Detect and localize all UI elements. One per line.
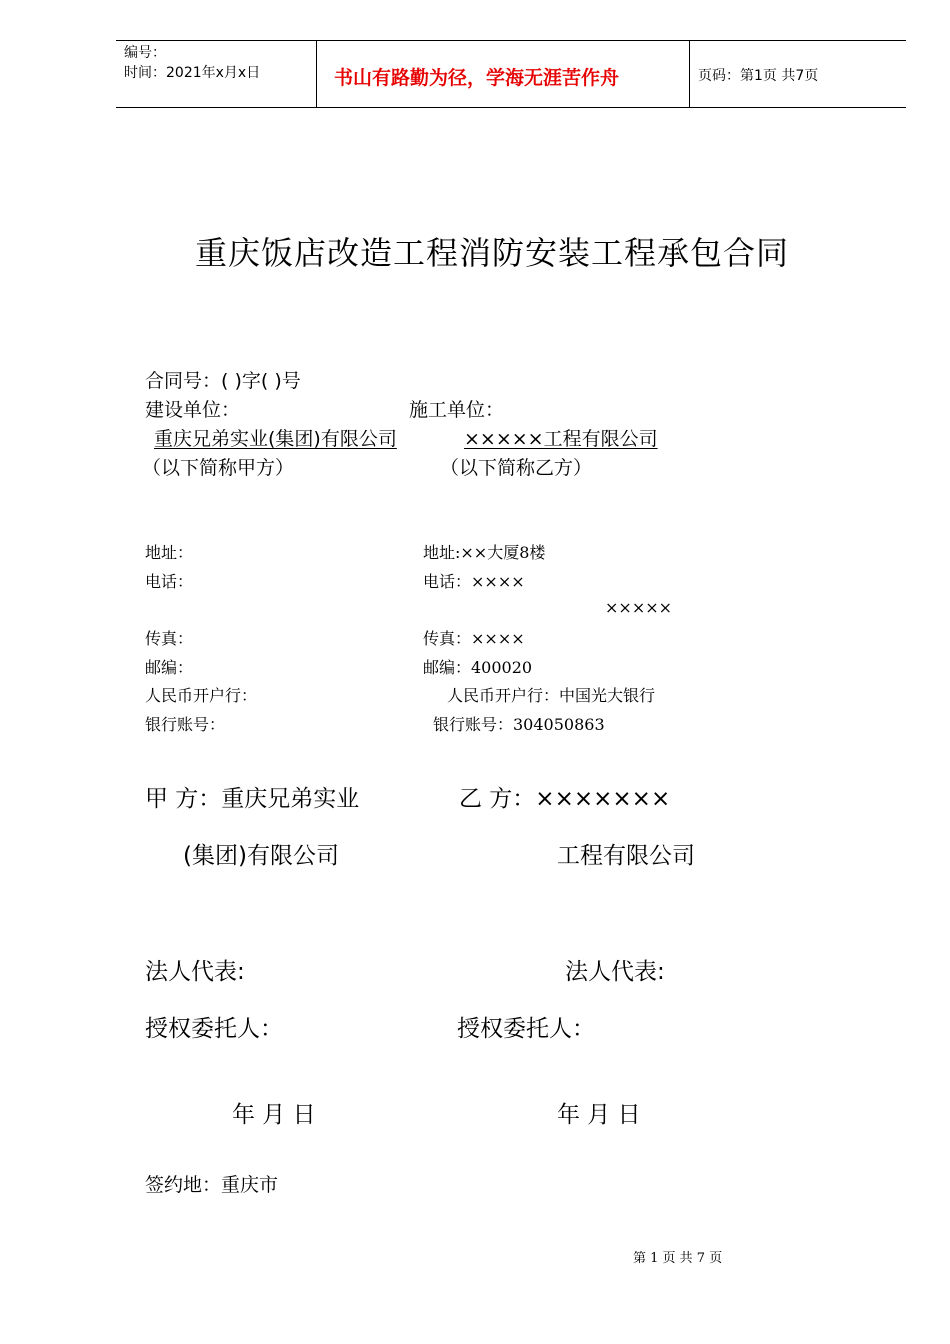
header-divider-right (689, 40, 690, 107)
document-title: 重庆饭店改造工程消防安装工程承包合同 (195, 234, 790, 272)
builder-abbr: （以下简称甲方） (142, 457, 295, 479)
legal-rep-a: 法人代表: (145, 959, 245, 985)
date-b: 年 月 日 (557, 1102, 641, 1128)
left-fax: 传真： (145, 629, 194, 648)
header-divider-left (316, 40, 317, 107)
header-motto: 书山有路勤为径，学海无涯苦作舟 (334, 67, 620, 89)
right-fax: 传真：×××× (423, 629, 525, 648)
contractor-abbr: （以下简称乙方） (440, 457, 593, 479)
agent-a: 授权委托人： (145, 1016, 283, 1042)
party-a-line2: (集团)有限公司 (183, 843, 339, 869)
date-a: 年 月 日 (232, 1102, 316, 1128)
header-bottom-border (116, 107, 906, 108)
header-page-info: 页码：第1页 共7页 (698, 68, 819, 84)
party-b-line2: 工程有限公司 (557, 843, 695, 869)
contract-number: 合同号：( )字( )号 (145, 370, 301, 392)
right-address: 地址:××大厦8楼 (423, 543, 546, 562)
right-bank: 人民币开户行：中国光大银行 (447, 686, 656, 705)
header-top-border (116, 40, 906, 41)
right-phone: 电话：×××× (423, 572, 525, 591)
signing-place: 签约地：重庆市 (145, 1174, 279, 1196)
left-address: 地址： (145, 543, 194, 562)
header-time-label: 时间：2021年x月x日 (124, 65, 261, 81)
contractor-name: ×××××工程有限公司 (464, 428, 658, 450)
contractor-label: 施工单位： (409, 399, 505, 421)
right-account: 银行账号：304050863 (433, 715, 605, 734)
left-bank: 人民币开户行： (145, 686, 258, 705)
right-postcode: 邮编：400020 (423, 658, 533, 677)
page-footer: 第 1 页 共 7 页 (633, 1251, 723, 1266)
left-phone: 电话： (145, 572, 194, 591)
builder-label: 建设单位： (145, 399, 241, 421)
party-b-line1: 乙 方：××××××× (459, 786, 671, 812)
legal-rep-b: 法人代表: (565, 959, 665, 985)
agent-b: 授权委托人： (457, 1016, 595, 1042)
left-account: 银行账号： (145, 715, 226, 734)
builder-name: 重庆兄弟实业(集团)有限公司 (154, 428, 397, 450)
party-a-line1: 甲 方：重庆兄弟实业 (145, 786, 360, 812)
right-phone-extra: ××××× (605, 598, 673, 617)
header-number-label: 编号： (124, 45, 166, 61)
left-postcode: 邮编： (145, 658, 194, 677)
